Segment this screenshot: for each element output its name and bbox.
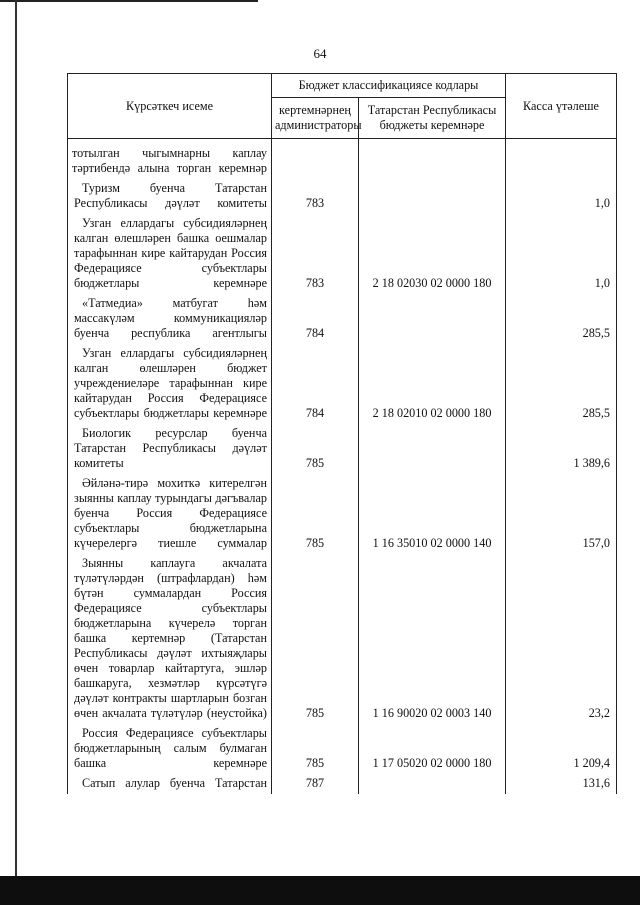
table-row [68,139,617,180]
row-code: 2 18 02030 02 0000 180 [359,214,506,294]
row-name: Узган еллардагы субсидияләрнең калган өлешләрен башка оешмалар тарафыннан кире кайтарудан Россия Федерациясе субъектлары бюджетлары керемнәре [74,216,267,290]
row-admin: 784 [272,294,359,344]
header-indicator-name: Күрсәткеч исеме [68,74,272,139]
row-admin: 783 [272,179,359,214]
row-admin [272,139,359,180]
row-admin: 785 [272,554,359,724]
table-row [68,214,617,294]
row-name: Туризм буенча Татарстан Республикасы дәүләт комитеты [74,181,267,210]
row-amount: 1,0 [506,179,617,214]
row-name: «Татмедиа» матбугат һәм массакүләм коммуникацияләр буенча республика агентлыгы [74,296,267,340]
row-admin: 785 [272,724,359,774]
row-amount: 285,5 [506,344,617,424]
table-body [68,139,617,795]
budget-table [67,73,617,794]
row-amount: 1 389,6 [506,424,617,474]
header-cash-execution: Касса үтәлеше [506,74,617,139]
scan-edge-top [0,0,258,2]
row-code [359,139,506,180]
row-name: Зыянны каплауга акчалата түләтүләрдән (штрафлардан) һәм бүтән суммалардан Россия Федерациясе субъектлары бюджетларына күчерелә торган башка кертемнәр (Татарстан Республикасы дәүләт ихтыяҗлары өчен товарлар кайтартуга, эшләр башкаруга, хезмәтләр күрсәтүгә дәүләт контракты шартларын бозган өчен акчалата түләтүләр (неустойка) [74,556,267,720]
row-code [359,774,506,794]
row-amount: 131,6 [506,774,617,794]
table-row [68,554,617,724]
row-amount: 1,0 [506,214,617,294]
table-row [68,774,617,794]
table-row [68,724,617,774]
row-amount: 285,5 [506,294,617,344]
row-admin: 787 [272,774,359,794]
table-row [68,474,617,554]
row-code [359,424,506,474]
row-amount: 157,0 [506,474,617,554]
scan-edge-bottom [0,876,640,905]
header-budget-classification: Бюджет классификациясе кодлары [272,74,506,98]
row-name: Россия Федерациясе субъектлары бюджетларының салым булмаган башка керемнәре [74,726,267,770]
row-admin: 784 [272,344,359,424]
row-name: Узган еллардагы субсидияләрнең калган өлешләрен бюджет учреждениеләре тарафыннан кире кайтарудан Россия Федерациясе субъектлары бюджетлары керемнәре [74,346,267,420]
row-amount: 1 209,4 [506,724,617,774]
row-name: Биологик ресурслар буенча Татарстан Республикасы дәүләт комитеты [74,426,267,470]
row-amount: 23,2 [506,554,617,724]
row-code: 1 17 05020 02 0000 180 [359,724,506,774]
scan-edge-left [15,0,17,880]
row-admin: 783 [272,214,359,294]
row-amount [506,139,617,180]
row-admin: 785 [272,424,359,474]
header-revenue-administrator: кертемнәрнең администраторы [272,97,359,138]
table-row [68,294,617,344]
header-tatarstan-budget-revenue: Татарстан Республикасы бюджеты керемнәре [359,97,506,138]
table-header [68,74,617,139]
table-row [68,424,617,474]
row-code: 1 16 90020 02 0003 140 [359,554,506,724]
row-name: Әйләнә-тирә мохиткә китерелгән зыянны каплау турындагы дәгъвалар буенча Россия Федерациясе субъектлары бюджетларына күчерелергә тиешле суммалар [74,476,267,550]
row-code: 2 18 02010 02 0000 180 [359,344,506,424]
row-code: 1 16 35010 02 0000 140 [359,474,506,554]
table-row [68,179,617,214]
row-code [359,179,506,214]
row-admin: 785 [272,474,359,554]
table-row [68,344,617,424]
row-code [359,294,506,344]
row-name: Сатып алулар буенча Татарстан [82,776,267,790]
page-number: 64 [313,46,327,61]
row-name: тотылган чыгымнарны каплау тәртибендә алына торган керемнәр [72,146,267,175]
